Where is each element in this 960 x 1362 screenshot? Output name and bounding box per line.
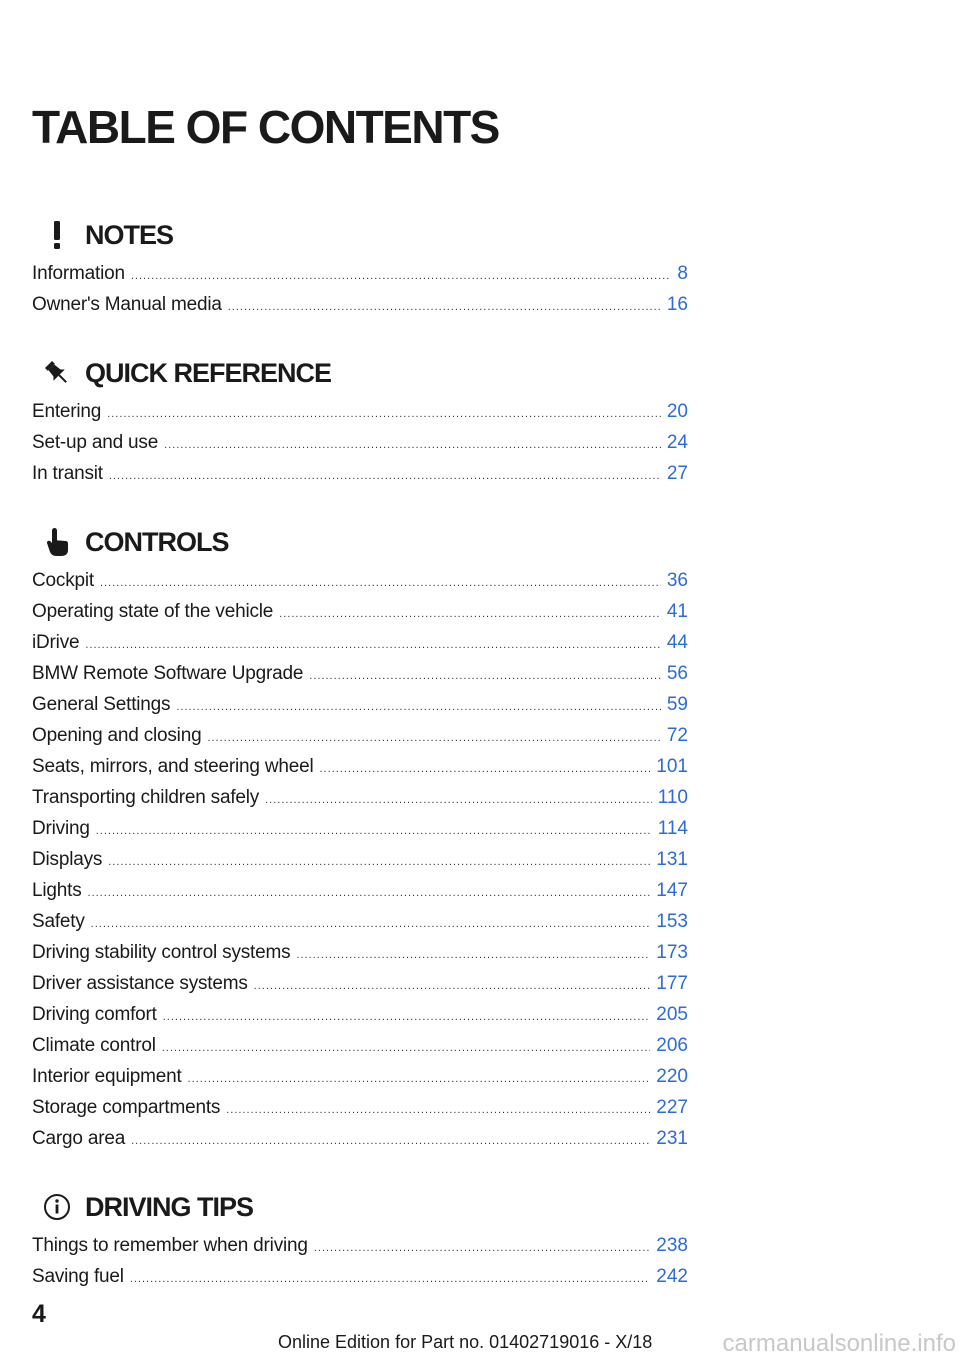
toc-entry-label: iDrive <box>32 632 80 653</box>
toc-entry[interactable] <box>32 875 688 906</box>
section-quick-reference <box>32 350 688 489</box>
dot-leader <box>226 1095 650 1126</box>
toc-entry-label: Driver assistance systems <box>32 973 248 994</box>
toc-entry-label: Storage compartments <box>32 1097 221 1118</box>
dot-leader <box>131 1126 650 1157</box>
dot-leader <box>163 1002 651 1033</box>
section-header <box>32 350 688 396</box>
section-header <box>32 212 688 258</box>
toc-entry[interactable] <box>32 751 688 782</box>
dot-leader <box>109 461 661 492</box>
toc-entry[interactable] <box>32 689 688 720</box>
toc-entry-page-link[interactable]: 44 <box>666 632 688 653</box>
toc-entry[interactable] <box>32 658 688 689</box>
toc-entry[interactable] <box>32 844 688 875</box>
table-of-contents <box>32 212 688 1322</box>
toc-entry-page-link[interactable]: 220 <box>656 1066 688 1087</box>
toc-entry-page-link[interactable]: 238 <box>656 1235 688 1256</box>
toc-entry-label: Driving <box>32 818 90 839</box>
dot-leader <box>228 292 661 323</box>
toc-entry-page-link[interactable]: 20 <box>666 401 688 422</box>
toc-entry[interactable] <box>32 1261 688 1292</box>
toc-entry-label: Climate control <box>32 1035 156 1056</box>
toc-entry-label: Owner's Manual media <box>32 294 222 315</box>
toc-entry[interactable] <box>32 565 688 596</box>
dot-leader <box>314 1233 651 1264</box>
dot-leader <box>162 1033 651 1064</box>
toc-entry-label: Seats, mirrors, and steering wheel <box>32 756 314 777</box>
toc-entry-label: In transit <box>32 463 103 484</box>
toc-entry[interactable] <box>32 906 688 937</box>
toc-entry-page-link[interactable]: 205 <box>656 1004 688 1025</box>
toc-entry[interactable] <box>32 458 688 489</box>
toc-entry-label: Displays <box>32 849 103 870</box>
toc-entry-label: BMW Remote Software Upgrade <box>32 663 304 684</box>
dot-leader <box>188 1064 651 1095</box>
toc-entry-label: Cockpit <box>32 570 94 591</box>
dot-leader <box>254 971 651 1002</box>
section-header <box>32 1184 688 1230</box>
dot-leader <box>131 261 672 292</box>
section-title: CONTROLS <box>85 526 229 557</box>
toc-entry-label: Things to remember when driving <box>32 1235 308 1256</box>
toc-entry-label: Entering <box>32 401 102 422</box>
dot-leader <box>91 909 651 940</box>
toc-entry-page-link[interactable]: 131 <box>656 849 688 870</box>
exclamation-icon <box>32 215 82 255</box>
dot-leader <box>320 754 651 785</box>
dot-leader <box>100 568 661 599</box>
toc-entry-page-link[interactable]: 177 <box>656 973 688 994</box>
toc-entry-page-link[interactable]: 16 <box>666 294 688 315</box>
toc-entry[interactable] <box>32 289 688 320</box>
toc-entry[interactable] <box>32 968 688 999</box>
dot-leader <box>96 816 652 847</box>
section-title: QUICK REFERENCE <box>85 357 332 388</box>
page-title: TABLE OF CONTENTS <box>32 101 499 153</box>
toc-entry-page-link[interactable]: 72 <box>666 725 688 746</box>
toc-entry[interactable] <box>32 627 688 658</box>
dot-leader <box>207 723 660 754</box>
toc-entry-page-link[interactable]: 24 <box>666 432 688 453</box>
dot-leader <box>108 847 650 878</box>
toc-entry-page-link[interactable]: 56 <box>666 663 688 684</box>
dot-leader <box>164 430 661 461</box>
toc-entry-page-link[interactable]: 27 <box>666 463 688 484</box>
info-circle-icon <box>32 1187 82 1227</box>
toc-entry-page-link[interactable]: 36 <box>666 570 688 591</box>
toc-entry-page-link[interactable]: 242 <box>656 1266 688 1287</box>
toc-entry[interactable] <box>32 1123 688 1154</box>
toc-entry-page-link[interactable]: 110 <box>657 787 688 808</box>
toc-entry-page-link[interactable]: 41 <box>666 601 688 622</box>
toc-entry-page-link[interactable]: 206 <box>656 1035 688 1056</box>
dot-leader <box>265 785 652 816</box>
toc-entry-page-link[interactable]: 173 <box>656 942 688 963</box>
section-controls <box>32 519 688 1154</box>
section-header <box>32 519 688 565</box>
pushpin-icon <box>32 353 82 393</box>
dot-leader <box>279 599 661 630</box>
dot-leader <box>130 1264 650 1295</box>
dot-leader <box>309 661 661 692</box>
toc-entry-page-link[interactable]: 101 <box>656 756 688 777</box>
dot-leader <box>176 692 661 723</box>
toc-entry[interactable] <box>32 396 688 427</box>
toc-entry[interactable] <box>32 1230 688 1261</box>
toc-entry-page-link[interactable]: 231 <box>656 1128 688 1149</box>
watermark: carmanualsonline.info <box>722 1330 956 1357</box>
toc-entry[interactable] <box>32 782 688 813</box>
section-title: NOTES <box>85 219 174 250</box>
dot-leader <box>88 878 651 909</box>
toc-entry[interactable] <box>32 1030 688 1061</box>
toc-entry-label: Safety <box>32 911 85 932</box>
toc-entry[interactable] <box>32 999 688 1030</box>
toc-entry[interactable] <box>32 1061 688 1092</box>
toc-entry-label: Information <box>32 263 125 284</box>
dot-leader <box>296 940 650 971</box>
dot-leader <box>107 399 661 430</box>
toc-entry[interactable] <box>32 427 688 458</box>
toc-entry-label: Cargo area <box>32 1128 126 1149</box>
toc-entry-page-link[interactable]: 59 <box>666 694 688 715</box>
toc-entry-page-link[interactable]: 153 <box>656 911 688 932</box>
toc-entry-label: Transporting children safely <box>32 787 260 808</box>
toc-entry-label: Interior equipment <box>32 1066 182 1087</box>
toc-entry-label: Driving stability control systems <box>32 942 291 963</box>
toc-entry-label: Saving fuel <box>32 1266 124 1287</box>
toc-entry-page-link[interactable]: 227 <box>656 1097 688 1118</box>
footer-edition: Online Edition for Part no. 01402719016 - X/18 <box>278 1332 653 1352</box>
toc-entry[interactable] <box>32 1092 688 1123</box>
pointing-hand-icon <box>32 522 82 562</box>
toc-entry-label: Set-up and use <box>32 432 159 453</box>
page-number: 4 <box>32 1300 46 1328</box>
toc-entry-page-link[interactable]: 8 <box>677 263 688 284</box>
toc-entry-label: General Settings <box>32 694 171 715</box>
toc-entry[interactable] <box>32 596 688 627</box>
toc-entry-label: Driving comfort <box>32 1004 157 1025</box>
toc-entry-label: Operating state of the vehicle <box>32 601 274 622</box>
toc-entry[interactable] <box>32 937 688 968</box>
toc-entry-label: Lights <box>32 880 82 901</box>
section-notes <box>32 212 688 320</box>
toc-entry-page-link[interactable]: 147 <box>656 880 688 901</box>
toc-entry[interactable] <box>32 258 688 289</box>
toc-entry-label: Opening and closing <box>32 725 202 746</box>
toc-entry-page-link[interactable]: 114 <box>657 818 688 839</box>
section-title: DRIVING TIPS <box>85 1191 254 1222</box>
section-driving-tips <box>32 1184 688 1292</box>
toc-entry[interactable] <box>32 813 688 844</box>
dot-leader <box>85 630 661 661</box>
toc-entry[interactable] <box>32 720 688 751</box>
